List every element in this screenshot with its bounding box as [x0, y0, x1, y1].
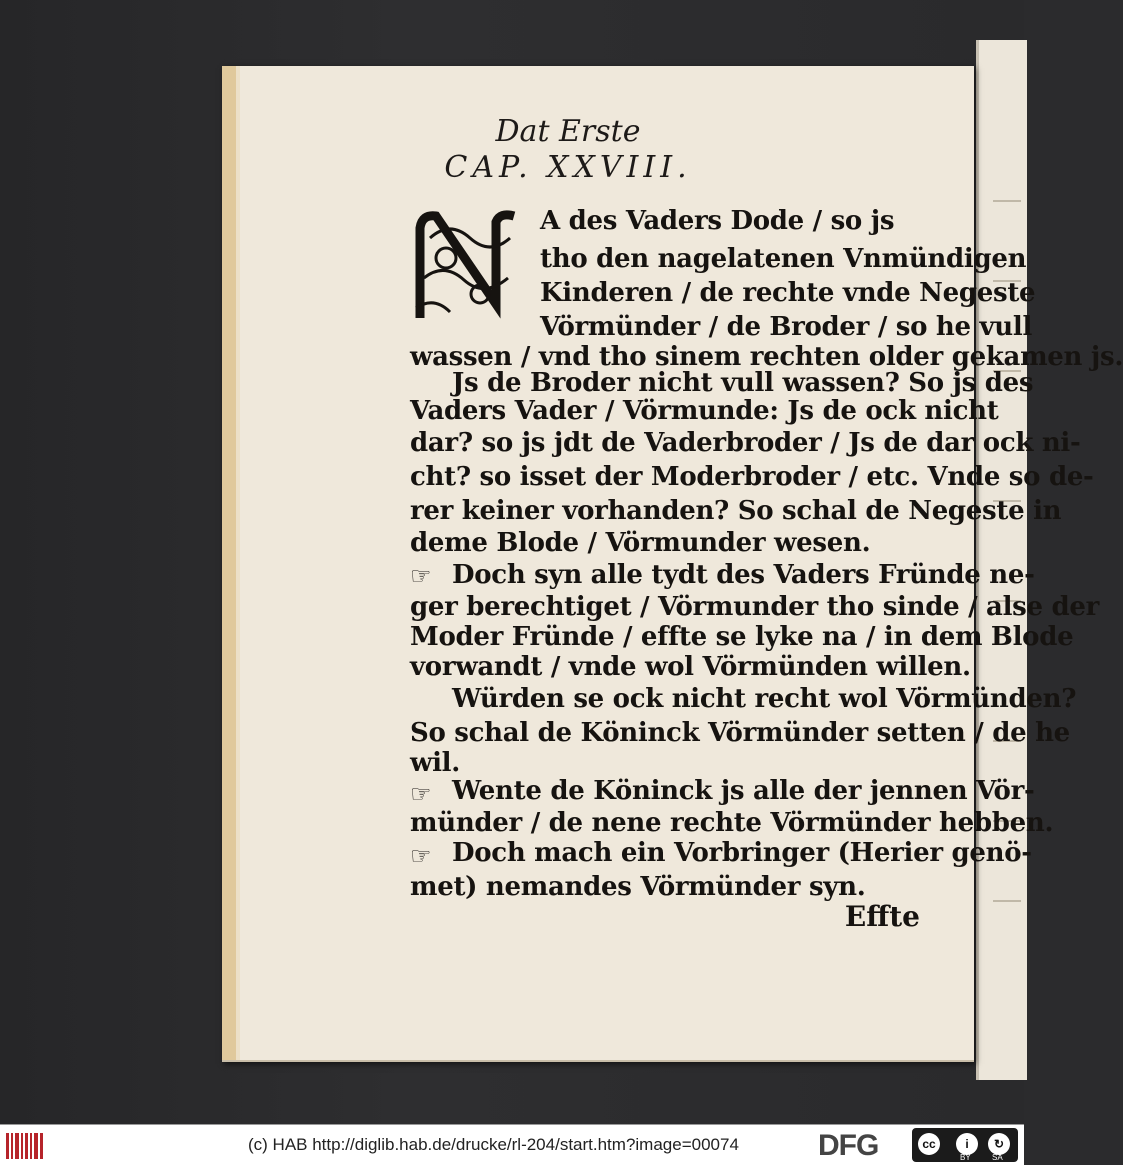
- text-line: münder / de nene rechte Vörmünder hebben.: [410, 808, 1054, 838]
- cc-by-sa-icon[interactable]: [912, 1128, 1018, 1162]
- text-line: So schal de Köninck Vörmünder setten / de he: [410, 718, 1070, 748]
- bleed-through-mark: [993, 900, 1021, 902]
- decorated-initial-n: [410, 208, 528, 326]
- text-line: Kinderen / de rechte vnde Negeste: [540, 278, 1036, 308]
- text-line: Moder Fründe / effte se lyke na / in dem Blode: [410, 622, 1074, 652]
- text-line: dar? so js jdt de Vaderbroder / Js de dar ock ni-: [410, 428, 1081, 458]
- catchword: Effte: [844, 900, 920, 933]
- text-line: cht? so isset der Moderbroder / etc. Vnde so de-: [410, 462, 1094, 492]
- text-line: Würden se ock nicht recht wol Vörmünden?: [452, 684, 1077, 714]
- manicule-icon: ☞: [410, 562, 432, 590]
- cc-icon: cc: [918, 1133, 940, 1155]
- bleed-through-mark: [993, 200, 1021, 202]
- text-line: ger berechtiget / Vörmunder tho sinde / alse der: [410, 592, 1100, 622]
- text-line: A des Vaders Dode / so js: [540, 206, 895, 236]
- manicule-icon: ☞: [410, 780, 432, 808]
- text-line: vorwandt / vnde wol Vörmünden willen.: [410, 652, 971, 682]
- text-line: wassen / vnd tho sinem rechten older gekamen js.: [410, 342, 1123, 372]
- by-icon: i: [956, 1133, 978, 1155]
- text-line: Wente de Köninck js alle der jennen Vör-: [452, 776, 1035, 806]
- text-line: Doch mach ein Vorbringer (Herier genö-: [452, 838, 1032, 868]
- copyright-link[interactable]: (c) HAB http://diglib.hab.de/drucke/rl-204/start.htm?image=00074: [248, 1135, 739, 1154]
- chapter-heading: CAP. XXVIII.: [444, 150, 692, 185]
- text-line: tho den nagelatenen Vnmündigen: [540, 244, 1027, 274]
- manicule-icon: ☞: [410, 842, 432, 870]
- text-line: met) nemandes Vörmünder syn.: [410, 872, 866, 902]
- sa-icon: ↻: [988, 1133, 1010, 1155]
- text-line: Js de Broder nicht vull wassen? So js des: [452, 368, 1034, 398]
- text-line: Vörmünder / de Broder / so he vull: [540, 312, 1033, 342]
- book-page: [222, 66, 1123, 1062]
- hab-barcode-logo[interactable]: [6, 1133, 44, 1159]
- text-line: Doch syn alle tydt des Vaders Fründe ne-: [452, 560, 1035, 590]
- by-label: BY: [960, 1153, 971, 1162]
- text-line: Vaders Vader / Vörmunde: Js de ock nicht: [410, 396, 999, 426]
- dfg-logo[interactable]: DFG: [818, 1129, 879, 1162]
- running-head: Dat Erste: [495, 114, 641, 149]
- text-line: wil.: [410, 748, 460, 778]
- text-line: deme Blode / Vörmunder wesen.: [410, 528, 871, 558]
- text-line: rer keiner vorhanden? So schal de Negeste in: [410, 496, 1062, 526]
- sa-label: SA: [992, 1153, 1003, 1162]
- viewer-footer: [0, 1124, 1024, 1165]
